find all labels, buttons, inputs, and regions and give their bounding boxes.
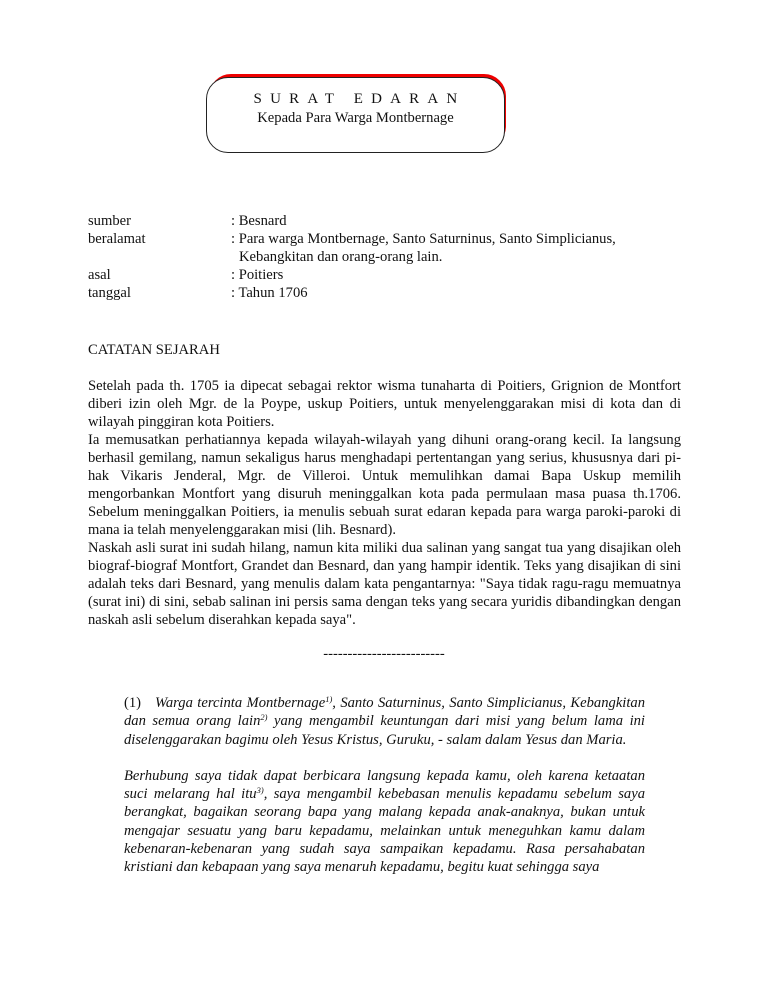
body-paragraph: Ia memusatkan perhatiannya kepada wilayah-wilayah yang dihuni orang-orang kecil. Ia langsung berhasil gemilang, namun sekaligus harus menghadapi pertentangan yang serius, khususnya dari pi-hak Vikaris Jenderal, Mgr. de Villeroi. Untuk memulihkan damai Bapa Uskup memilih mengorbankan Montfort yang disuruh meninggalkan kota pada permulaan masa puasa th.1706. Sebelum meninggalkan Poitiers, ia menulis sebuah surat edaran kepada para warga paroki-paroki di mana ia telah menyelenggarakan misi (lih. Besnard). <box>88 432 681 538</box>
footnote-ref-3: 3) <box>256 785 264 796</box>
letter-text: yang mengambil keuntungan dari misi yang belum lama ini diselenggarakan bagimu oleh Yesus Kristus, Guruku, - salam dalam Yesus dan Maria. <box>124 713 645 748</box>
body-paragraph: Naskah asli surat ini sudah hilang, namun kita miliki dua salinan yang sangat tua yang disajikan oleh biograf-biograf Montfort, Grandet dan Besnard, dan yang hampir identik. Teks yang disajikan di sini adalah teks dari Besnard, yang menulis dalam kata pengantarnya: "Saya tidak ragu-ragu memuatnya (surat ini) di sini, sebab salinan ini persis sama dengan teks yang secara yuridis dibandingkan dengan naskah asli sebelum diserahkan kepada saya". <box>88 540 681 628</box>
metadata-value: : Poitiers <box>231 267 284 283</box>
metadata-label: sumber <box>88 213 131 229</box>
document-subtitle: Kepada Para Warga Montbernage <box>257 110 454 126</box>
paragraph-number: (1) <box>124 695 142 711</box>
footnote-ref-2: 2) <box>260 712 268 723</box>
metadata-value-continuation: Kebangkitan dan orang-orang lain. <box>239 249 443 265</box>
metadata-row-tanggal <box>88 284 688 302</box>
letter-body <box>124 694 645 895</box>
metadata-value: : Besnard <box>231 213 287 229</box>
title-box <box>206 77 505 153</box>
footnote-ref-1: 1) <box>325 694 333 704</box>
metadata-label: beralamat <box>88 231 146 247</box>
title-box-frame <box>206 77 505 153</box>
metadata-row-beralamat <box>88 230 688 266</box>
metadata-table <box>88 212 688 302</box>
metadata-value-line: : Para warga Montbernage, Santo Saturninus, Santo Simplicianus, <box>231 231 616 247</box>
letter-text: , saya mengambil kebebasan menulis kepadamu sebelum saya berangkat, bagaikan seorang bapa yang malang kepada anak-anaknya, bukan untuk mengajar sesuatu yang baru kepadamu, melainkan untuk meneguhkan kamu dalam kebenaran-kebenaran yang sudah saya sampaikan kepadamu. Rasa persahabatan kristiani dan kebapaan yang saya menaruh kepadamu, begitu kuat sehingga saya <box>124 786 645 876</box>
letter-text: , Santo Saturninus, Santo Simplicianus, Kebangkitan dan semua orang lain <box>124 695 645 730</box>
metadata-row-sumber <box>88 212 688 230</box>
metadata-label: asal <box>88 267 111 283</box>
section-separator: ------------------------- <box>323 646 445 662</box>
section-heading: CATATAN SEJARAH <box>88 342 220 358</box>
metadata-value <box>231 230 688 266</box>
metadata-label: tanggal <box>88 285 131 301</box>
letter-text: Berhubung saya tidak dapat berbicara langsung kepada kamu, oleh karena ketaatan suci melarang hal itu <box>124 767 645 803</box>
metadata-row-asal <box>88 266 688 284</box>
letter-text: Warga tercinta Montbernage <box>155 695 326 711</box>
document-title: SURAT EDARAN <box>253 91 466 107</box>
letter-paragraph-2 <box>124 767 645 877</box>
historical-notes <box>88 377 681 629</box>
metadata-value: : Tahun 1706 <box>231 285 308 301</box>
letter-paragraph-1 <box>124 694 645 749</box>
body-paragraph: Setelah pada th. 1705 ia dipecat sebagai rektor wisma tunaharta di Poitiers, Grignion de Montfort diberi izin oleh Mgr. de la Poype, uskup Poitiers, untuk menyelenggarakan misi di kota dan di wilayah pinggiran kota Poitiers. <box>88 378 681 430</box>
